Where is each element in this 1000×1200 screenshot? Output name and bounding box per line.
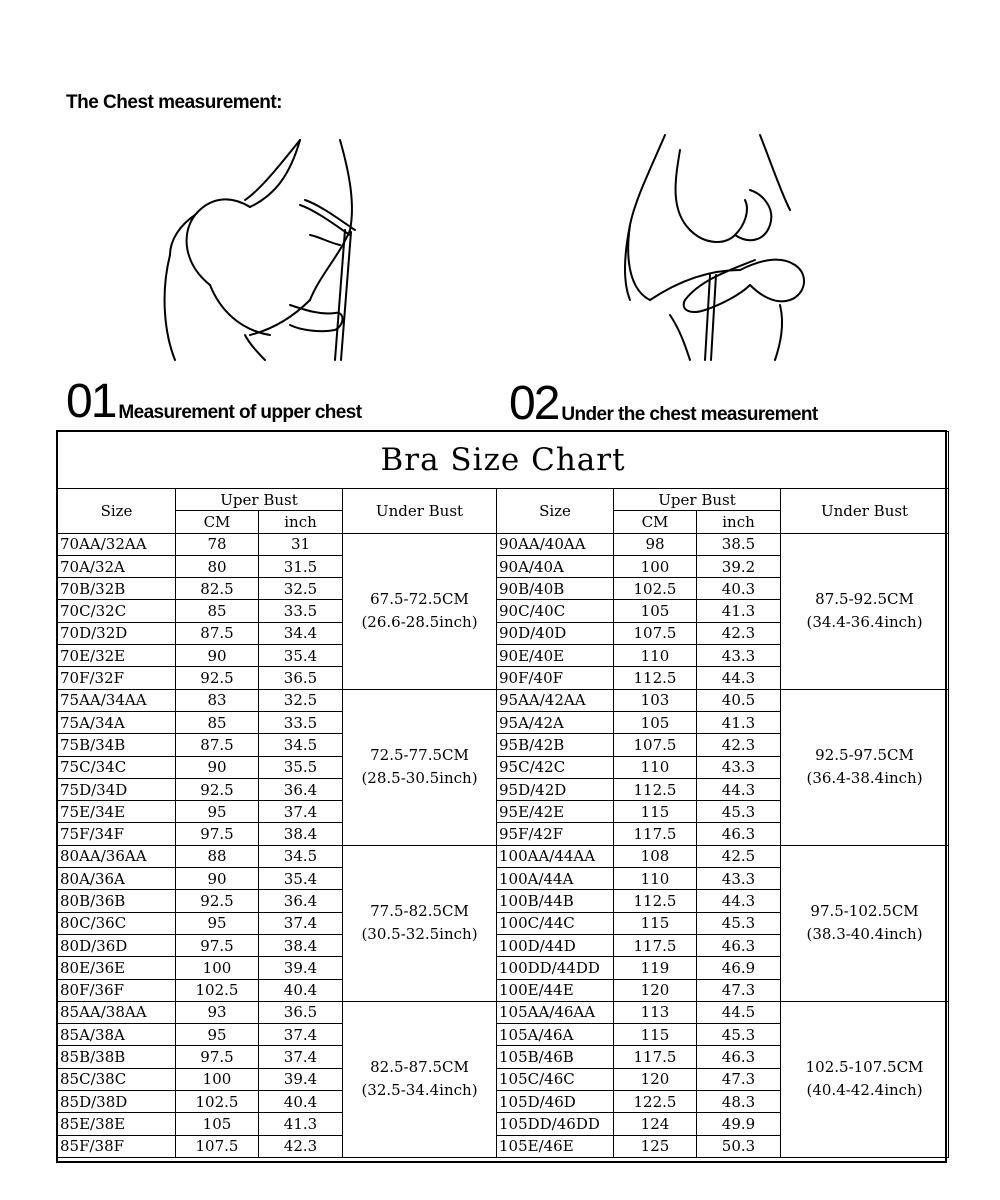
size-cell: 80E/36E	[58, 957, 176, 979]
size-cell: 75AA/34AA	[58, 689, 176, 711]
cm-cell: 117.5	[614, 823, 697, 845]
size-cell: 75F/34F	[58, 823, 176, 845]
cm-cell: 120	[614, 979, 697, 1001]
inch-cell: 49.9	[697, 1113, 781, 1135]
cm-cell: 92.5	[176, 667, 259, 689]
chart-body	[58, 533, 949, 1157]
inch-cell: 50.3	[697, 1135, 781, 1157]
under-bust-cm: 97.5-102.5CM	[810, 902, 919, 921]
cm-cell: 80	[176, 555, 259, 577]
inch-cell: 34.5	[259, 845, 343, 867]
cm-cell: 92.5	[176, 778, 259, 800]
cm-cell: 102.5	[176, 1091, 259, 1113]
size-cell: 85A/38A	[58, 1024, 176, 1046]
size-cell: 105E/46E	[497, 1135, 614, 1157]
cm-cell: 87.5	[176, 734, 259, 756]
under-bust-cm: 87.5-92.5CM	[815, 590, 914, 609]
inch-cell: 35.5	[259, 756, 343, 778]
cm-cell: 122.5	[614, 1091, 697, 1113]
chart-title: Bra Size Chart	[58, 432, 949, 489]
under-bust-cell	[343, 1001, 497, 1157]
inch-cell: 39.4	[259, 1068, 343, 1090]
inch-cell: 38.5	[697, 533, 781, 555]
under-bust-header: Under Bust	[781, 489, 949, 534]
cm-cell: 90	[176, 645, 259, 667]
inch-cell: 31	[259, 533, 343, 555]
inch-cell: 38.4	[259, 934, 343, 956]
size-cell: 75A/34A	[58, 711, 176, 733]
upper-bust-header: Uper Bust	[614, 489, 781, 511]
under-bust-cell	[781, 689, 949, 845]
inch-cell: 46.3	[697, 934, 781, 956]
size-cell: 95A/42A	[497, 711, 614, 733]
cm-cell: 92.5	[176, 890, 259, 912]
inch-cell: 43.3	[697, 868, 781, 890]
cm-cell: 90	[176, 868, 259, 890]
size-cell: 70B/32B	[58, 578, 176, 600]
cm-cell: 110	[614, 756, 697, 778]
cm-cell: 90	[176, 756, 259, 778]
inch-cell: 36.5	[259, 667, 343, 689]
inch-cell: 45.3	[697, 801, 781, 823]
inch-cell: 42.5	[697, 845, 781, 867]
cm-cell: 102.5	[176, 979, 259, 1001]
inch-cell: 43.3	[697, 756, 781, 778]
cm-cell: 115	[614, 1024, 697, 1046]
inch-cell: 41.3	[259, 1113, 343, 1135]
table-row	[58, 689, 949, 711]
cm-cell: 105	[614, 600, 697, 622]
cm-cell: 105	[176, 1113, 259, 1135]
upper-bust-header: Uper Bust	[176, 489, 343, 511]
size-cell: 85F/38F	[58, 1135, 176, 1157]
under-bust-inch: (38.3-40.4inch)	[806, 925, 923, 944]
inch-cell: 40.3	[697, 578, 781, 600]
size-cell: 95AA/42AA	[497, 689, 614, 711]
under-bust-inch: (28.5-30.5inch)	[361, 769, 478, 788]
inch-cell: 41.3	[697, 711, 781, 733]
size-cell: 100DD/44DD	[497, 957, 614, 979]
size-cell: 105DD/46DD	[497, 1113, 614, 1135]
inch-cell: 33.5	[259, 600, 343, 622]
under-bust-cell	[343, 533, 497, 689]
size-cell: 80AA/36AA	[58, 845, 176, 867]
cm-cell: 110	[614, 645, 697, 667]
size-cell: 95B/42B	[497, 734, 614, 756]
size-cell: 105C/46C	[497, 1068, 614, 1090]
under-bust-cm: 72.5-77.5CM	[370, 746, 469, 765]
size-header: Size	[497, 489, 614, 534]
cm-cell: 107.5	[614, 622, 697, 644]
step-label: Under the chest measurement	[561, 404, 818, 425]
cm-cell: 88	[176, 845, 259, 867]
cm-cell: 108	[614, 845, 697, 867]
cm-cell: 98	[614, 533, 697, 555]
under-bust-cm: 67.5-72.5CM	[370, 590, 469, 609]
size-cell: 80C/36C	[58, 912, 176, 934]
upper-chest-illustration	[150, 135, 380, 365]
inch-cell: 39.4	[259, 957, 343, 979]
under-bust-cell	[781, 845, 949, 1001]
inch-cell: 37.4	[259, 801, 343, 823]
inch-cell: 34.4	[259, 622, 343, 644]
inch-cell: 44.3	[697, 890, 781, 912]
under-bust-cm: 82.5-87.5CM	[370, 1058, 469, 1077]
under-bust-cell	[343, 845, 497, 1001]
size-header: Size	[58, 489, 176, 534]
step-number: 02	[509, 377, 559, 430]
size-cell: 105B/46B	[497, 1046, 614, 1068]
inch-cell: 36.5	[259, 1001, 343, 1023]
under-bust-cell	[343, 689, 497, 845]
cm-cell: 100	[614, 555, 697, 577]
size-cell: 70F/32F	[58, 667, 176, 689]
cm-cell: 85	[176, 711, 259, 733]
inch-cell: 31.5	[259, 555, 343, 577]
inch-cell: 37.4	[259, 1024, 343, 1046]
step-label: Measurement of upper chest	[118, 402, 362, 423]
inch-cell: 32.5	[259, 578, 343, 600]
inch-cell: 43.3	[697, 645, 781, 667]
under-bust-cm: 92.5-97.5CM	[815, 746, 914, 765]
size-cell: 105D/46D	[497, 1091, 614, 1113]
size-cell: 90E/40E	[497, 645, 614, 667]
inch-cell: 36.4	[259, 890, 343, 912]
under-bust-cell	[781, 1001, 949, 1157]
table-row	[58, 845, 949, 867]
cm-cell: 100	[176, 957, 259, 979]
inch-cell: 39.2	[697, 555, 781, 577]
cm-cell: 117.5	[614, 934, 697, 956]
cm-cell: 112.5	[614, 890, 697, 912]
cm-cell: 125	[614, 1135, 697, 1157]
inch-cell: 34.5	[259, 734, 343, 756]
size-cell: 90F/40F	[497, 667, 614, 689]
cm-cell: 119	[614, 957, 697, 979]
cm-cell: 103	[614, 689, 697, 711]
inch-cell: 33.5	[259, 711, 343, 733]
inch-cell: 38.4	[259, 823, 343, 845]
inch-cell: 48.3	[697, 1091, 781, 1113]
step-upper-chest	[66, 375, 362, 428]
size-cell: 85C/38C	[58, 1068, 176, 1090]
size-cell: 90B/40B	[497, 578, 614, 600]
under-bust-cell	[781, 533, 949, 689]
cm-cell: 95	[176, 1024, 259, 1046]
cm-cell: 100	[176, 1068, 259, 1090]
inch-cell: 42.3	[697, 622, 781, 644]
inch-cell: 35.4	[259, 645, 343, 667]
size-cell: 100D/44D	[497, 934, 614, 956]
table-row	[58, 533, 949, 555]
cm-cell: 82.5	[176, 578, 259, 600]
inch-cell: 40.4	[259, 979, 343, 1001]
page-heading: The Chest measurement:	[66, 92, 283, 113]
inch-cell: 35.4	[259, 868, 343, 890]
inch-header: inch	[697, 511, 781, 533]
size-cell: 95E/42E	[497, 801, 614, 823]
inch-cell: 47.3	[697, 979, 781, 1001]
cm-cell: 107.5	[614, 734, 697, 756]
size-cell: 95F/42F	[497, 823, 614, 845]
cm-header: CM	[614, 511, 697, 533]
cm-cell: 115	[614, 801, 697, 823]
size-cell: 75E/34E	[58, 801, 176, 823]
cm-cell: 83	[176, 689, 259, 711]
size-cell: 70C/32C	[58, 600, 176, 622]
cm-cell: 115	[614, 912, 697, 934]
size-cell: 100A/44A	[497, 868, 614, 890]
inch-cell: 46.3	[697, 823, 781, 845]
step-under-chest	[509, 377, 818, 430]
inch-cell: 32.5	[259, 689, 343, 711]
inch-cell: 44.5	[697, 1001, 781, 1023]
inch-cell: 46.3	[697, 1046, 781, 1068]
size-cell: 70E/32E	[58, 645, 176, 667]
cm-cell: 105	[614, 711, 697, 733]
size-cell: 75B/34B	[58, 734, 176, 756]
bra-size-chart	[57, 431, 949, 1158]
under-chest-illustration	[610, 130, 820, 365]
size-cell: 70D/32D	[58, 622, 176, 644]
cm-cell: 97.5	[176, 934, 259, 956]
size-cell: 105A/46A	[497, 1024, 614, 1046]
cm-cell: 78	[176, 533, 259, 555]
size-cell: 75C/34C	[58, 756, 176, 778]
cm-cell: 97.5	[176, 823, 259, 845]
under-bust-inch: (34.4-36.4inch)	[806, 613, 923, 632]
inch-cell: 47.3	[697, 1068, 781, 1090]
inch-cell: 45.3	[697, 912, 781, 934]
cm-cell: 95	[176, 801, 259, 823]
size-cell: 105AA/46AA	[497, 1001, 614, 1023]
inch-cell: 44.3	[697, 778, 781, 800]
under-bust-inch: (32.5-34.4inch)	[361, 1081, 478, 1100]
size-cell: 85E/38E	[58, 1113, 176, 1135]
size-cell: 90C/40C	[497, 600, 614, 622]
size-cell: 80B/36B	[58, 890, 176, 912]
size-cell: 90A/40A	[497, 555, 614, 577]
size-cell: 100E/44E	[497, 979, 614, 1001]
size-cell: 85AA/38AA	[58, 1001, 176, 1023]
inch-header: inch	[259, 511, 343, 533]
size-cell: 95C/42C	[497, 756, 614, 778]
under-bust-cm: 102.5-107.5CM	[805, 1058, 924, 1077]
cm-cell: 107.5	[176, 1135, 259, 1157]
cm-cell: 102.5	[614, 578, 697, 600]
cm-cell: 120	[614, 1068, 697, 1090]
inch-cell: 36.4	[259, 778, 343, 800]
table-row	[58, 1001, 949, 1023]
inch-cell: 41.3	[697, 600, 781, 622]
under-bust-cm: 77.5-82.5CM	[370, 902, 469, 921]
inch-cell: 42.3	[259, 1135, 343, 1157]
inch-cell: 46.9	[697, 957, 781, 979]
size-cell: 80D/36D	[58, 934, 176, 956]
size-cell: 95D/42D	[497, 778, 614, 800]
inch-cell: 40.4	[259, 1091, 343, 1113]
under-bust-inch: (36.4-38.4inch)	[806, 769, 923, 788]
cm-header: CM	[176, 511, 259, 533]
size-cell: 80A/36A	[58, 868, 176, 890]
size-cell: 100C/44C	[497, 912, 614, 934]
cm-cell: 85	[176, 600, 259, 622]
cm-cell: 93	[176, 1001, 259, 1023]
cm-cell: 117.5	[614, 1046, 697, 1068]
under-bust-header: Under Bust	[343, 489, 497, 534]
inch-cell: 44.3	[697, 667, 781, 689]
size-cell: 80F/36F	[58, 979, 176, 1001]
cm-cell: 95	[176, 912, 259, 934]
cm-cell: 112.5	[614, 778, 697, 800]
inch-cell: 37.4	[259, 912, 343, 934]
size-cell: 75D/34D	[58, 778, 176, 800]
under-bust-inch: (40.4-42.4inch)	[806, 1081, 923, 1100]
cm-cell: 97.5	[176, 1046, 259, 1068]
size-cell: 90AA/40AA	[497, 533, 614, 555]
size-cell: 100B/44B	[497, 890, 614, 912]
size-cell: 90D/40D	[497, 622, 614, 644]
cm-cell: 112.5	[614, 667, 697, 689]
inch-cell: 45.3	[697, 1024, 781, 1046]
size-cell: 70A/32A	[58, 555, 176, 577]
inch-cell: 40.5	[697, 689, 781, 711]
step-number: 01	[66, 375, 116, 428]
size-cell: 100AA/44AA	[497, 845, 614, 867]
under-bust-inch: (30.5-32.5inch)	[361, 925, 478, 944]
cm-cell: 87.5	[176, 622, 259, 644]
under-bust-inch: (26.6-28.5inch)	[361, 613, 478, 632]
size-cell: 70AA/32AA	[58, 533, 176, 555]
inch-cell: 37.4	[259, 1046, 343, 1068]
cm-cell: 124	[614, 1113, 697, 1135]
inch-cell: 42.3	[697, 734, 781, 756]
cm-cell: 110	[614, 868, 697, 890]
cm-cell: 113	[614, 1001, 697, 1023]
size-cell: 85D/38D	[58, 1091, 176, 1113]
size-cell: 85B/38B	[58, 1046, 176, 1068]
